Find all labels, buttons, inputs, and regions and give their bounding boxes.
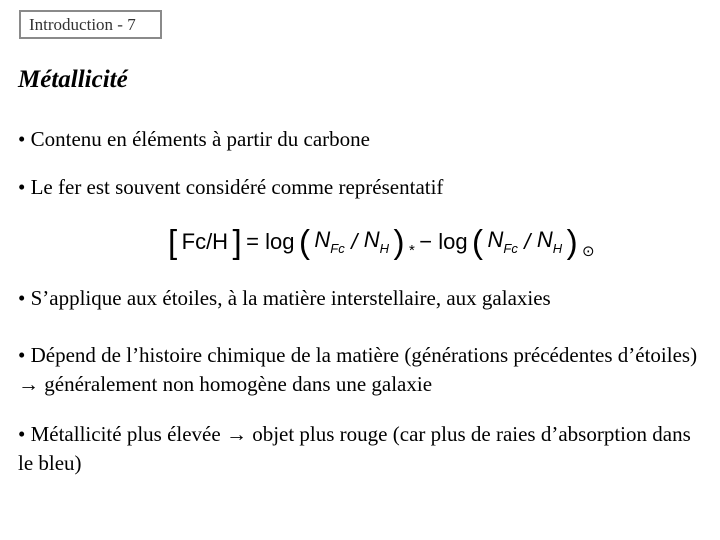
formula-left-paren-1: ( — [298, 222, 310, 260]
formula-sun-subscript: ⊙ — [582, 242, 595, 260]
formula-left-bracket: [ — [168, 222, 178, 260]
formula-sub-h-1: H — [379, 241, 390, 256]
formula-n-fe-2 — [487, 222, 517, 261]
formula-sub-fe-2: Fc — [503, 241, 518, 256]
formula-right-paren-1: ) — [393, 222, 405, 260]
formula-left-paren-2: ( — [472, 222, 484, 260]
formula-n-h-1 — [364, 222, 389, 261]
metallicity-formula — [168, 222, 595, 262]
bullet-redder-object: • Métallicité plus élevée → objet plus rouge (car plus de raies d’absorption dans le bleu) — [18, 422, 691, 475]
bullet-carbon-content: • Contenu en éléments à partir du carbone — [18, 127, 370, 151]
formula-n2: N — [363, 227, 380, 252]
formula-slash-2: / — [524, 228, 531, 254]
bullet-applies-to: • S’applique aux étoiles, à la matière interstellaire, aux galaxies — [18, 286, 551, 310]
formula-sub-h-2: H — [552, 241, 563, 256]
formula-n4: N — [536, 227, 553, 252]
formula-n1: N — [314, 227, 331, 252]
formula-equals-log: = log — [246, 228, 295, 254]
formula-n-fe-1 — [314, 222, 344, 261]
slide-title: Métallicité — [18, 66, 128, 93]
formula-n3: N — [487, 227, 504, 252]
formula-ratio: Fc/H — [181, 228, 229, 254]
formula-right-paren-2: ) — [566, 222, 578, 260]
formula-slash-1: / — [351, 228, 358, 254]
formula-star-subscript: * — [408, 242, 415, 259]
formula-sub-fe-1: Fc — [330, 241, 345, 256]
formula-minus-log: − log — [419, 228, 468, 254]
bullet-iron-representative: • Le fer est souvent considéré comme représentatif — [18, 175, 444, 199]
bullet-chemical-history: • Dépend de l’histoire chimique de la matière (générations précédentes d’étoiles) → généralement non homogène dans une galaxie — [18, 343, 698, 396]
formula-n-h-2 — [537, 222, 562, 261]
slide-header-label: Introduction - 7 — [19, 10, 162, 39]
formula-right-bracket: ] — [232, 222, 242, 260]
